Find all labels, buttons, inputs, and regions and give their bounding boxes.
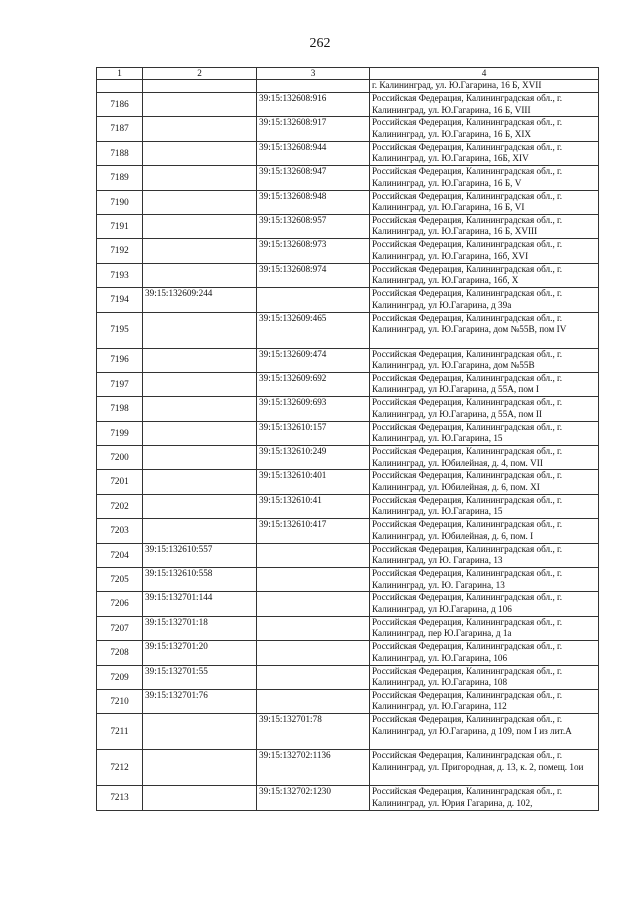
address: Российская Федерация, Калининградская обл., г. Калининград, ул. Юбилейная, д. 6, пом. I [370,519,599,543]
table-row [97,494,599,518]
cadastral-number-premises: 39:15:132702:1136 [257,750,370,786]
row-number: 7207 [97,616,143,640]
address: Российская Федерация, Калининградская обл., г. Калининград, ул. Ю.Гагарина, 15 [370,494,599,518]
cadastral-number-premises: 39:15:132609:465 [257,312,370,348]
cadastral-number-premises [257,288,370,312]
row-number: 7210 [97,689,143,713]
address: Российская Федерация, Калининградская обл., г. Калининград, ул Ю.Гагарина, д 106 [370,592,599,616]
cadastral-number-premises: 39:15:132610:249 [257,446,370,470]
row-number: 7201 [97,470,143,494]
cadastral-number-building [143,421,257,445]
row-number: 7188 [97,141,143,165]
cadastral-number-building [143,372,257,396]
cadastral-number-building: 39:15:132701:18 [143,616,257,640]
column-header-3: 3 [257,68,370,80]
address: Российская Федерация, Калининградская обл., г. Калининград, ул. Ю.Гагарина, 16 Б, XVIII [370,214,599,238]
cadastral-number-premises [257,80,370,93]
row-number: 7191 [97,214,143,238]
address: Российская Федерация, Калининградская обл., г. Калининград, ул. Ю.Гагарина, дом №55В, пом IV [370,312,599,348]
address: Российская Федерация, Калининградская обл., г. Калининград, ул Ю.Гагарина, д 55А, пом I [370,372,599,396]
cadastral-number-building: 39:15:132701:144 [143,592,257,616]
cadastral-number-premises: 39:15:132701:78 [257,714,370,750]
row-number: 7189 [97,166,143,190]
address: Российская Федерация, Калининградская обл., г. Калининград, ул. Ю.Гагарина, 106 [370,641,599,665]
column-header-1: 1 [97,68,143,80]
row-number: 7200 [97,446,143,470]
row-number: 7206 [97,592,143,616]
cadastral-number-premises: 39:15:132609:693 [257,397,370,421]
cadastral-number-building: 39:15:132701:20 [143,641,257,665]
table-row [97,421,599,445]
table-row [97,141,599,165]
page-number: 262 [309,36,331,51]
cadastral-number-premises: 39:15:132610:41 [257,494,370,518]
cadastral-number-premises: 39:15:132608:974 [257,263,370,287]
address: Российская Федерация, Калининградская обл., г. Калининград, ул. Ю.Гагарина, 16 Б, VIII [370,93,599,117]
row-number: 7202 [97,494,143,518]
row-number: 7193 [97,263,143,287]
row-number: 7187 [97,117,143,141]
cadastral-number-premises [257,592,370,616]
cadastral-number-premises [257,616,370,640]
table-row [97,616,599,640]
cadastral-number-building [143,312,257,348]
column-header-2: 2 [143,68,257,80]
row-number: 7199 [97,421,143,445]
address: Российская Федерация, Калининградская обл., г. Калининград, ул. Юбилейная, д. 4, пом. VII [370,446,599,470]
address: Российская Федерация, Калининградская обл., г. Калининград, ул. Ю.Гагарина, 16б, XVI [370,239,599,263]
row-number: 7203 [97,519,143,543]
address: Российская Федерация, Калининградская обл., г. Калининград, ул. Ю.Гагарина, 16 Б, XIX [370,117,599,141]
table-row [97,312,599,348]
cadastral-number-building [143,214,257,238]
cadastral-number-building: 39:15:132610:558 [143,568,257,592]
table-row [97,190,599,214]
address: Российская Федерация, Калининградская обл., г. Калининград, ул. Ю.Гагарина, 108 [370,665,599,689]
cadastral-number-building [143,263,257,287]
address: Российская Федерация, Калининградская обл., г. Калининград, ул. Юрия Гагарина, д. 102, [370,786,599,810]
row-number: 7211 [97,714,143,750]
cadastral-number-building [143,494,257,518]
continuation-row [97,80,599,93]
table-row [97,239,599,263]
cadastral-number-premises [257,689,370,713]
cadastral-number-premises [257,543,370,567]
address: г. Калининград, ул. Ю.Гагарина, 16 Б, XVII [370,80,599,93]
cadastral-number-building [143,446,257,470]
cadastral-number-building [143,397,257,421]
address: Российская Федерация, Калининградская обл., г. Калининград, ул. Ю.Гагарина, дом №55В [370,348,599,372]
address: Российская Федерация, Калининградская обл., г. Калининград, ул. Ю.Гагарина, 16 Б, V [370,166,599,190]
row-number: 7208 [97,641,143,665]
cadastral-number-premises: 39:15:132608:973 [257,239,370,263]
row-number: 7192 [97,239,143,263]
cadastral-number-building [143,80,257,93]
row-number: 7205 [97,568,143,592]
row-number: 7195 [97,312,143,348]
cadastral-number-building [143,93,257,117]
table-row [97,568,599,592]
address: Российская Федерация, Калининградская обл., г. Калининград, ул. Ю.Гагарина, 112 [370,689,599,713]
table-row [97,93,599,117]
cadastral-number-building: 39:15:132701:76 [143,689,257,713]
row-number: 7190 [97,190,143,214]
table-row [97,714,599,750]
cadastral-number-building [143,750,257,786]
cadastral-number-premises [257,641,370,665]
row-number: 7204 [97,543,143,567]
address: Российская Федерация, Калининградская обл., г. Калининград, ул. Ю.Гагарина, 16б, X [370,263,599,287]
address: Российская Федерация, Калининградская обл., г. Калининград, ул. Ю. Гагарина, 13 [370,568,599,592]
table-row [97,372,599,396]
address: Российская Федерация, Калининградская обл., г. Калининград, ул. Ю.Гагарина, 16 Б, VI [370,190,599,214]
address: Российская Федерация, Калининградская обл., г. Калининград, ул. Юбилейная, д. 6, пом. XI [370,470,599,494]
table-header-row [97,68,599,80]
table-row [97,214,599,238]
cadastral-number-building [143,470,257,494]
address: Российская Федерация, Калининградская обл., г. Калининград, ул. Ю.Гагарина, 16Б, XIV [370,141,599,165]
column-header-4: 4 [370,68,599,80]
address: Российская Федерация, Калининградская обл., г. Калининград, ул Ю.Гагарина, д 109, пом I из лит.А [370,714,599,750]
table-row [97,288,599,312]
table-body [97,80,599,811]
address: Российская Федерация, Калининградская обл., г. Калининград, ул. Пригородная, д. 13, к. 2, помещ. 1ои [370,750,599,786]
cadastral-number-premises: 39:15:132702:1230 [257,786,370,810]
table-row [97,750,599,786]
cadastral-number-building [143,519,257,543]
table-row [97,446,599,470]
cadastral-number-premises: 39:15:132608:957 [257,214,370,238]
table-row [97,689,599,713]
table-row [97,665,599,689]
row-number: 7209 [97,665,143,689]
row-number: 7213 [97,786,143,810]
cadastral-number-premises: 39:15:132608:948 [257,190,370,214]
cadastral-number-building [143,117,257,141]
cadastral-number-building: 39:15:132609:244 [143,288,257,312]
cadastral-number-premises: 39:15:132610:401 [257,470,370,494]
row-number: 7194 [97,288,143,312]
cadastral-number-premises: 39:15:132608:947 [257,166,370,190]
table-row [97,519,599,543]
table-row [97,543,599,567]
row-number: 7196 [97,348,143,372]
cadastral-number-building [143,166,257,190]
cadastral-number-building [143,190,257,214]
row-number: 7186 [97,93,143,117]
address: Российская Федерация, Калининградская обл., г. Калининград, ул. Ю.Гагарина, 15 [370,421,599,445]
registry-table [96,67,599,811]
cadastral-number-premises: 39:15:132609:474 [257,348,370,372]
cadastral-number-premises: 39:15:132609:692 [257,372,370,396]
address: Российская Федерация, Калининградская обл., г. Калининград, ул Ю. Гагарина, 13 [370,543,599,567]
table-row [97,592,599,616]
table-row [97,641,599,665]
cadastral-number-building [143,714,257,750]
table-row [97,117,599,141]
row-number: 7198 [97,397,143,421]
cadastral-number-premises: 39:15:132608:917 [257,117,370,141]
address: Российская Федерация, Калининградская обл., г. Калининград, ул Ю.Гагарина, д 55А, пом II [370,397,599,421]
cadastral-number-building [143,786,257,810]
cadastral-number-premises: 39:15:132608:916 [257,93,370,117]
address: Российская Федерация, Калининградская обл., г. Калининград, пер Ю.Гагарина, д 1а [370,616,599,640]
table-row [97,786,599,810]
cadastral-number-premises [257,665,370,689]
table-row [97,397,599,421]
table-row [97,470,599,494]
cadastral-number-building: 39:15:132610:557 [143,543,257,567]
cadastral-number-building [143,348,257,372]
cadastral-number-premises [257,568,370,592]
cadastral-number-building: 39:15:132701:55 [143,665,257,689]
table-row [97,166,599,190]
row-number: 7212 [97,750,143,786]
cadastral-number-building [143,239,257,263]
cadastral-number-building [143,141,257,165]
table-row [97,348,599,372]
cadastral-number-premises: 39:15:132610:157 [257,421,370,445]
table-row [97,263,599,287]
cadastral-number-premises: 39:15:132610:417 [257,519,370,543]
address: Российская Федерация, Калининградская обл., г. Калининград, ул Ю.Гагарина, д 39а [370,288,599,312]
cadastral-number-premises: 39:15:132608:944 [257,141,370,165]
row-number: 7197 [97,372,143,396]
row-number [97,80,143,93]
